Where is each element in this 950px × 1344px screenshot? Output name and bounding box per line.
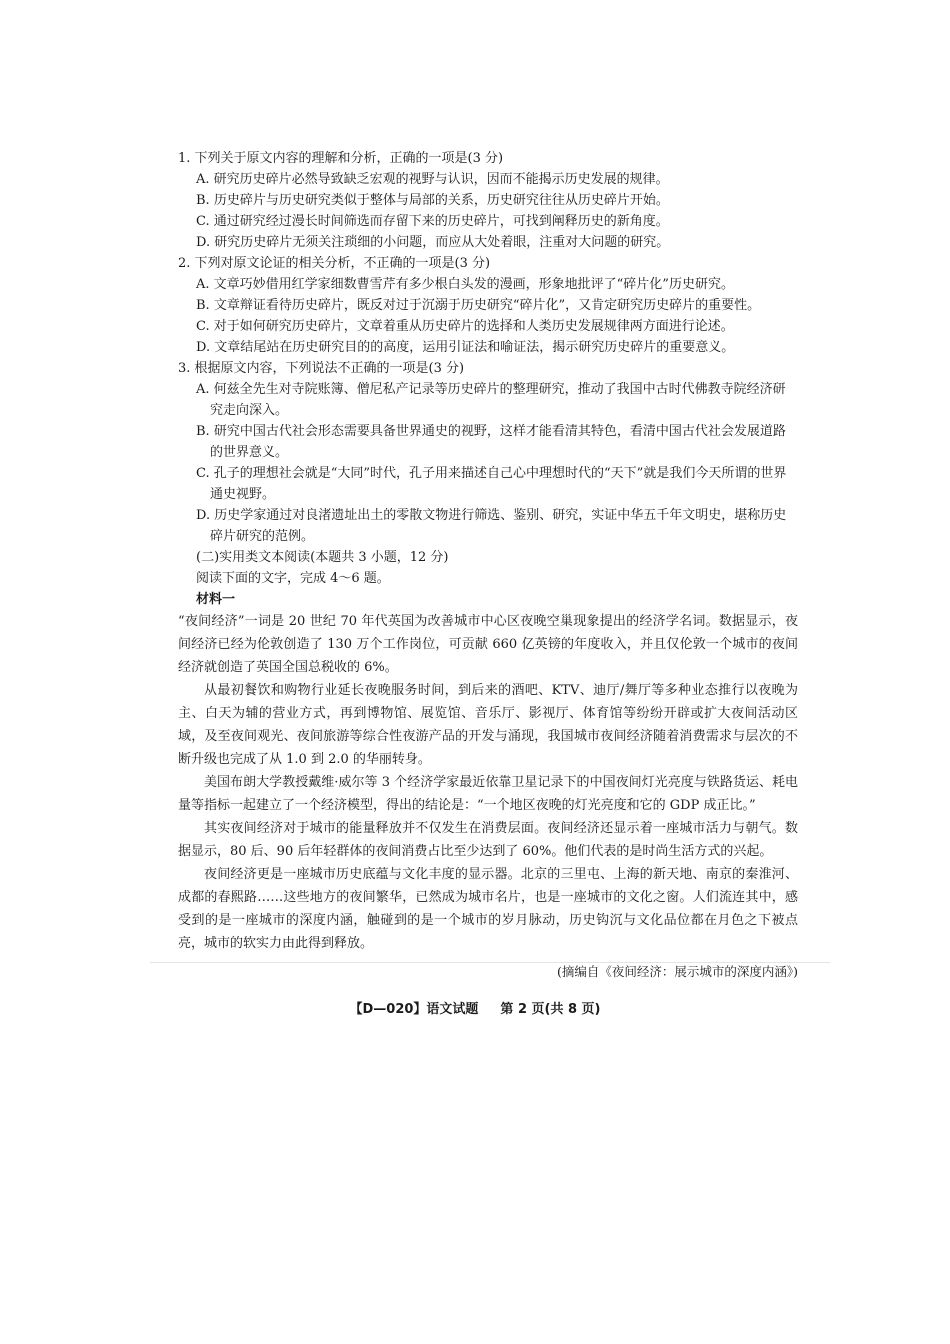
section-heading: (二)实用类文本阅读(本题共 3 小题，12 分) xyxy=(196,550,449,565)
question-2 xyxy=(178,253,798,358)
option-b: B. 文章辩证看待历史碎片，既反对过于沉溺于历史研究“碎片化”，又肯定研究历史碎片的重要性。 xyxy=(196,298,761,313)
paragraph: 夜间经济更是一座城市历史底蕴与文化丰度的显示器。北京的三里屯、上海的新天地、南京的秦淮河、成都的春熙路……这些地方的夜间繁华，已然成为城市名片，也是一座城市的文化之窗。人们流连其中，感受到的是一座城市的深度内涵，触碰到的是一个城市的岁月脉动，历史钩沉与文化品位都在月色之下被点亮，城市的软实力由此得到释放。 xyxy=(178,867,798,951)
option-d: D. 历史学家通过对良渚遗址出土的零散文物进行筛选、鉴别、研究，实证中华五千年文明史，堪称历史碎片研究的范例。 xyxy=(196,508,787,544)
option-b: B. 历史碎片与历史研究类似于整体与局部的关系，历史研究往往从历史碎片开始。 xyxy=(196,193,669,208)
paragraph: 从最初餐饮和购物行业延长夜晚服务时间，到后来的酒吧、KTV、迪厅/舞厅等多种业态推行以夜晚为主、白天为辅的营业方式，再到博物馆、展览馆、音乐厅、影视厅、体育馆等纷纷开辟或扩大夜间活动区域，及至夜间观光、夜间旅游等综合性夜游产品的开发与涌现，我国城市夜间经济随着消费需求与层次的不断升级也完成了从 1.0 到 2.0 的华丽转身。 xyxy=(178,683,798,767)
question-1 xyxy=(178,148,798,253)
option-a: A. 何兹全先生对寺院账簿、僧尼私产记录等历史碎片的整理研究，推动了我国中古时代佛教寺院经济研究走向深入。 xyxy=(196,382,786,418)
exam-code: 【D—020】语文试题 xyxy=(349,1002,479,1017)
question-stem: 1. 下列关于原文内容的理解和分析，正确的一项是(3 分) xyxy=(178,151,504,166)
option-a: A. 文章巧妙借用红学家细数曹雪芹有多少根白头发的漫画，形象地批评了“碎片化”历史研究。 xyxy=(196,277,734,292)
page-content xyxy=(178,148,798,982)
paragraph: “夜间经济”一词是 20 世纪 70 年代英国为改善城市中心区夜晚空巢现象提出的经济学名词。数据显示，夜间经济已经为伦敦创造了 130 万个工作岗位，可贡献 660 亿英镑的年度收入，并且仅伦敦一个城市的夜间经济就创造了英国全国总税收的 6%。 xyxy=(178,614,798,675)
paragraph: 美国布朗大学教授戴维·威尔等 3 个经济学家最近依靠卫星记录下的中国夜间灯光亮度与铁路货运、耗电量等指标一起建立了一个经济模型，得出的结论是：“一个地区夜晚的灯光亮度和它的 GDP 成正比。” xyxy=(178,775,798,813)
scan-artifact-line xyxy=(150,962,830,963)
reading-instruction: 阅读下面的文字，完成 4～6 题。 xyxy=(196,571,390,586)
page-number: 第 2 页(共 8 页) xyxy=(500,1002,601,1017)
option-d: D. 文章结尾站在历史研究目的的高度，运用引证法和喻证法，揭示研究历史碎片的重要意义。 xyxy=(196,340,735,355)
option-c: C. 对于如何研究历史碎片，文章着重从历史碎片的选择和人类历史发展规律两方面进行论述。 xyxy=(196,319,734,334)
paragraph: 其实夜间经济对于城市的能量释放并不仅发生在消费层面。夜间经济还显示着一座城市活力与朝气。数据显示，80 后、90 后年轻群体的夜间消费占比至少达到了 60%。他们代表的是时尚生活方式的兴起。 xyxy=(178,821,798,859)
question-stem: 2. 下列对原文论证的相关分析，不正确的一项是(3 分) xyxy=(178,256,491,271)
option-b: B. 研究中国古代社会形态需要具备世界通史的视野，这样才能看清其特色，看清中国古代社会发展道路的世界意义。 xyxy=(196,424,786,460)
option-c: C. 通过研究经过漫长时间筛选而存留下来的历史碎片，可找到阐释历史的新角度。 xyxy=(196,214,669,229)
question-3 xyxy=(178,358,798,547)
option-c: C. 孔子的理想社会就是“大同”时代，孔子用来描述自己心中理想时代的“天下”就是我们今天所谓的世界通史视野。 xyxy=(196,466,787,502)
option-a: A. 研究历史碎片必然导致缺乏宏观的视野与认识，因而不能揭示历史发展的规律。 xyxy=(196,172,669,187)
source-citation: (摘编自《夜间经济：展示城市的深度内涵》) xyxy=(556,964,798,979)
option-d: D. 研究历史碎片无须关注琐细的小问题，而应从大处着眼，注重对大问题的研究。 xyxy=(196,235,670,250)
material-title: 材料一 xyxy=(196,592,236,607)
question-stem: 3. 根据原文内容，下列说法不正确的一项是(3 分) xyxy=(178,361,465,376)
page-footer xyxy=(0,998,950,1017)
material-body xyxy=(178,610,798,955)
